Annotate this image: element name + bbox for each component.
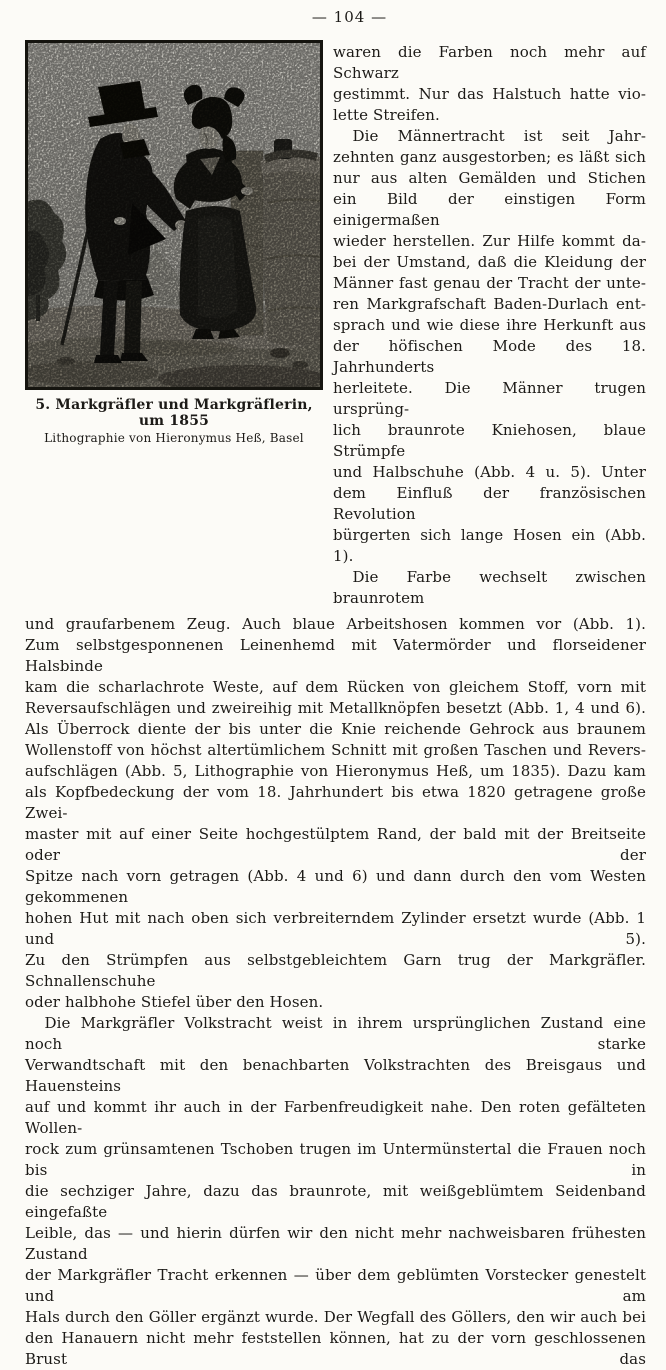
text-line: waren die Farben noch mehr auf Schwarz	[333, 43, 646, 82]
text-line: bei der Umstand, daß die Kleidung der	[333, 253, 646, 271]
text-line: master mit auf einer Seite hochgestülptem Rand, der bald mit der Breitseite oder der	[25, 825, 646, 864]
figure-caption-credit: Lithographie von Hieronymus Heß, Basel	[44, 431, 304, 445]
text-line: Die Männertracht ist seit Jahr-	[352, 127, 646, 145]
text-line: Wollenstoff von höchst altertümlichem Schnitt mit großen Taschen und Revers-	[25, 741, 646, 759]
text-line: die sechziger Jahre, dazu das braunrote, mit weißgeblümtem Seidenband eingefaßte	[25, 1182, 646, 1221]
text-line: wieder herstellen. Zur Hilfe kommt da-	[333, 232, 646, 250]
figure	[25, 40, 323, 445]
top-section	[25, 40, 646, 609]
text-line: dem Einfluß der französischen Revolution	[333, 484, 646, 523]
text-line: lette Streifen.	[333, 106, 440, 124]
figure-caption-title: 5. Markgräfler und Markgräflerin, um 1855	[35, 397, 313, 429]
text-line: Als Überrock diente der bis unter die Knie reichende Gehrock aus braunem	[25, 720, 646, 738]
text-line: und Halbschuhe (Abb. 4 u. 5). Unter	[333, 463, 646, 481]
text-line: kam die scharlachrote Weste, auf dem Rücken von gleichem Stoff, vorn mit	[25, 678, 646, 696]
text-line: Spitze nach vorn getragen (Abb. 4 und 6) und dann durch den vom Westen gekommenen	[25, 867, 646, 906]
text-line: oder halbhohe Stiefel über den Hosen.	[25, 993, 324, 1011]
text-line: Männer fast genau der Tracht der unte-	[333, 274, 646, 292]
text-line: Leible, das — und hierin dürfen wir den nicht mehr nachweisbaren frühesten Zustand	[25, 1224, 646, 1263]
body-text	[25, 614, 646, 1370]
text-line: Hals durch den Göller ergänzt wurde. Der Wegfall des Göllers, den wir auch bei	[25, 1308, 646, 1326]
text-line: nur aus alten Gemälden und Stichen	[333, 169, 646, 187]
text-line: lich braunrote Kniehosen, blaue Strümpfe	[333, 421, 646, 460]
text-line: Die Markgräfler Volkstracht weist in ihrem ursprünglichen Zustand eine noch starke	[25, 1014, 646, 1053]
text-line: der Markgräfler Tracht erkennen — über dem geblümten Vorstecker genestelt und am	[25, 1266, 646, 1305]
text-line: den Hanauern nicht mehr feststellen können, hat zu der vorn geschlossenen Brust das	[25, 1329, 646, 1368]
text-line: gestimmt. Nur das Halstuch hatte vio-	[333, 85, 646, 103]
text-line: ein Bild der einstigen Form einigermaßen	[333, 190, 646, 229]
text-line: Zu den Strümpfen aus selbstgebleichtem Garn trug der Markgräfler. Schnallenschuhe	[25, 951, 646, 990]
text-line: ren Markgrafschaft Baden-Durlach ent-	[333, 295, 646, 313]
text-line: der höfischen Mode des 18. Jahrhunderts	[333, 337, 646, 376]
text-line: Reversaufschlägen und zweireihig mit Metallknöpfen besetzt (Abb. 1, 4 und 6).	[25, 699, 646, 717]
text-line: als Kopfbedeckung der vom 18. Jahrhundert bis etwa 1820 getragene große Zwei-	[25, 783, 646, 822]
text-line: sprach und wie diese ihre Herkunft aus	[333, 316, 646, 334]
text-line: hohen Hut mit nach oben sich verbreiterndem Zylinder ersetzt wurde (Abb. 1 und 5).	[25, 909, 646, 948]
text-line: herleitete. Die Männer trugen ursprüng-	[333, 379, 646, 418]
text-line: Zum selbstgesponnenen Leinenhemd mit Vatermörder und florseidener Halsbinde	[25, 636, 646, 675]
text-line: bürgerten sich lange Hosen ein (Abb. 1).	[333, 526, 646, 565]
text-line: auf und kommt ihr auch in der Farbenfreudigkeit nahe. Den roten gefälteten Wollen-	[25, 1098, 646, 1137]
text-line: aufschlägen (Abb. 5, Lithographie von Hieronymus Heß, um 1835). Dazu kam	[25, 762, 646, 780]
right-column-text	[333, 40, 646, 609]
figure-caption	[25, 397, 323, 445]
page-number: — 104 —	[311, 8, 388, 26]
text-line: zehnten ganz ausgestorben; es läßt sich	[333, 148, 646, 166]
text-line: und graufarbenem Zeug. Auch blaue Arbeitshosen kommen vor (Abb. 1).	[25, 615, 646, 633]
text-line: rock zum grünsamtenen Tschoben trugen im Untermünstertal die Frauen noch bis in	[25, 1140, 646, 1179]
text-line: Verwandtschaft mit den benachbarten Volkstrachten des Breisgaus und Hauensteins	[25, 1056, 646, 1095]
lithograph-frame	[25, 40, 323, 390]
text-line: Die Farbe wechselt zwischen braunrotem	[333, 568, 646, 607]
lithograph-illustration	[28, 43, 320, 387]
